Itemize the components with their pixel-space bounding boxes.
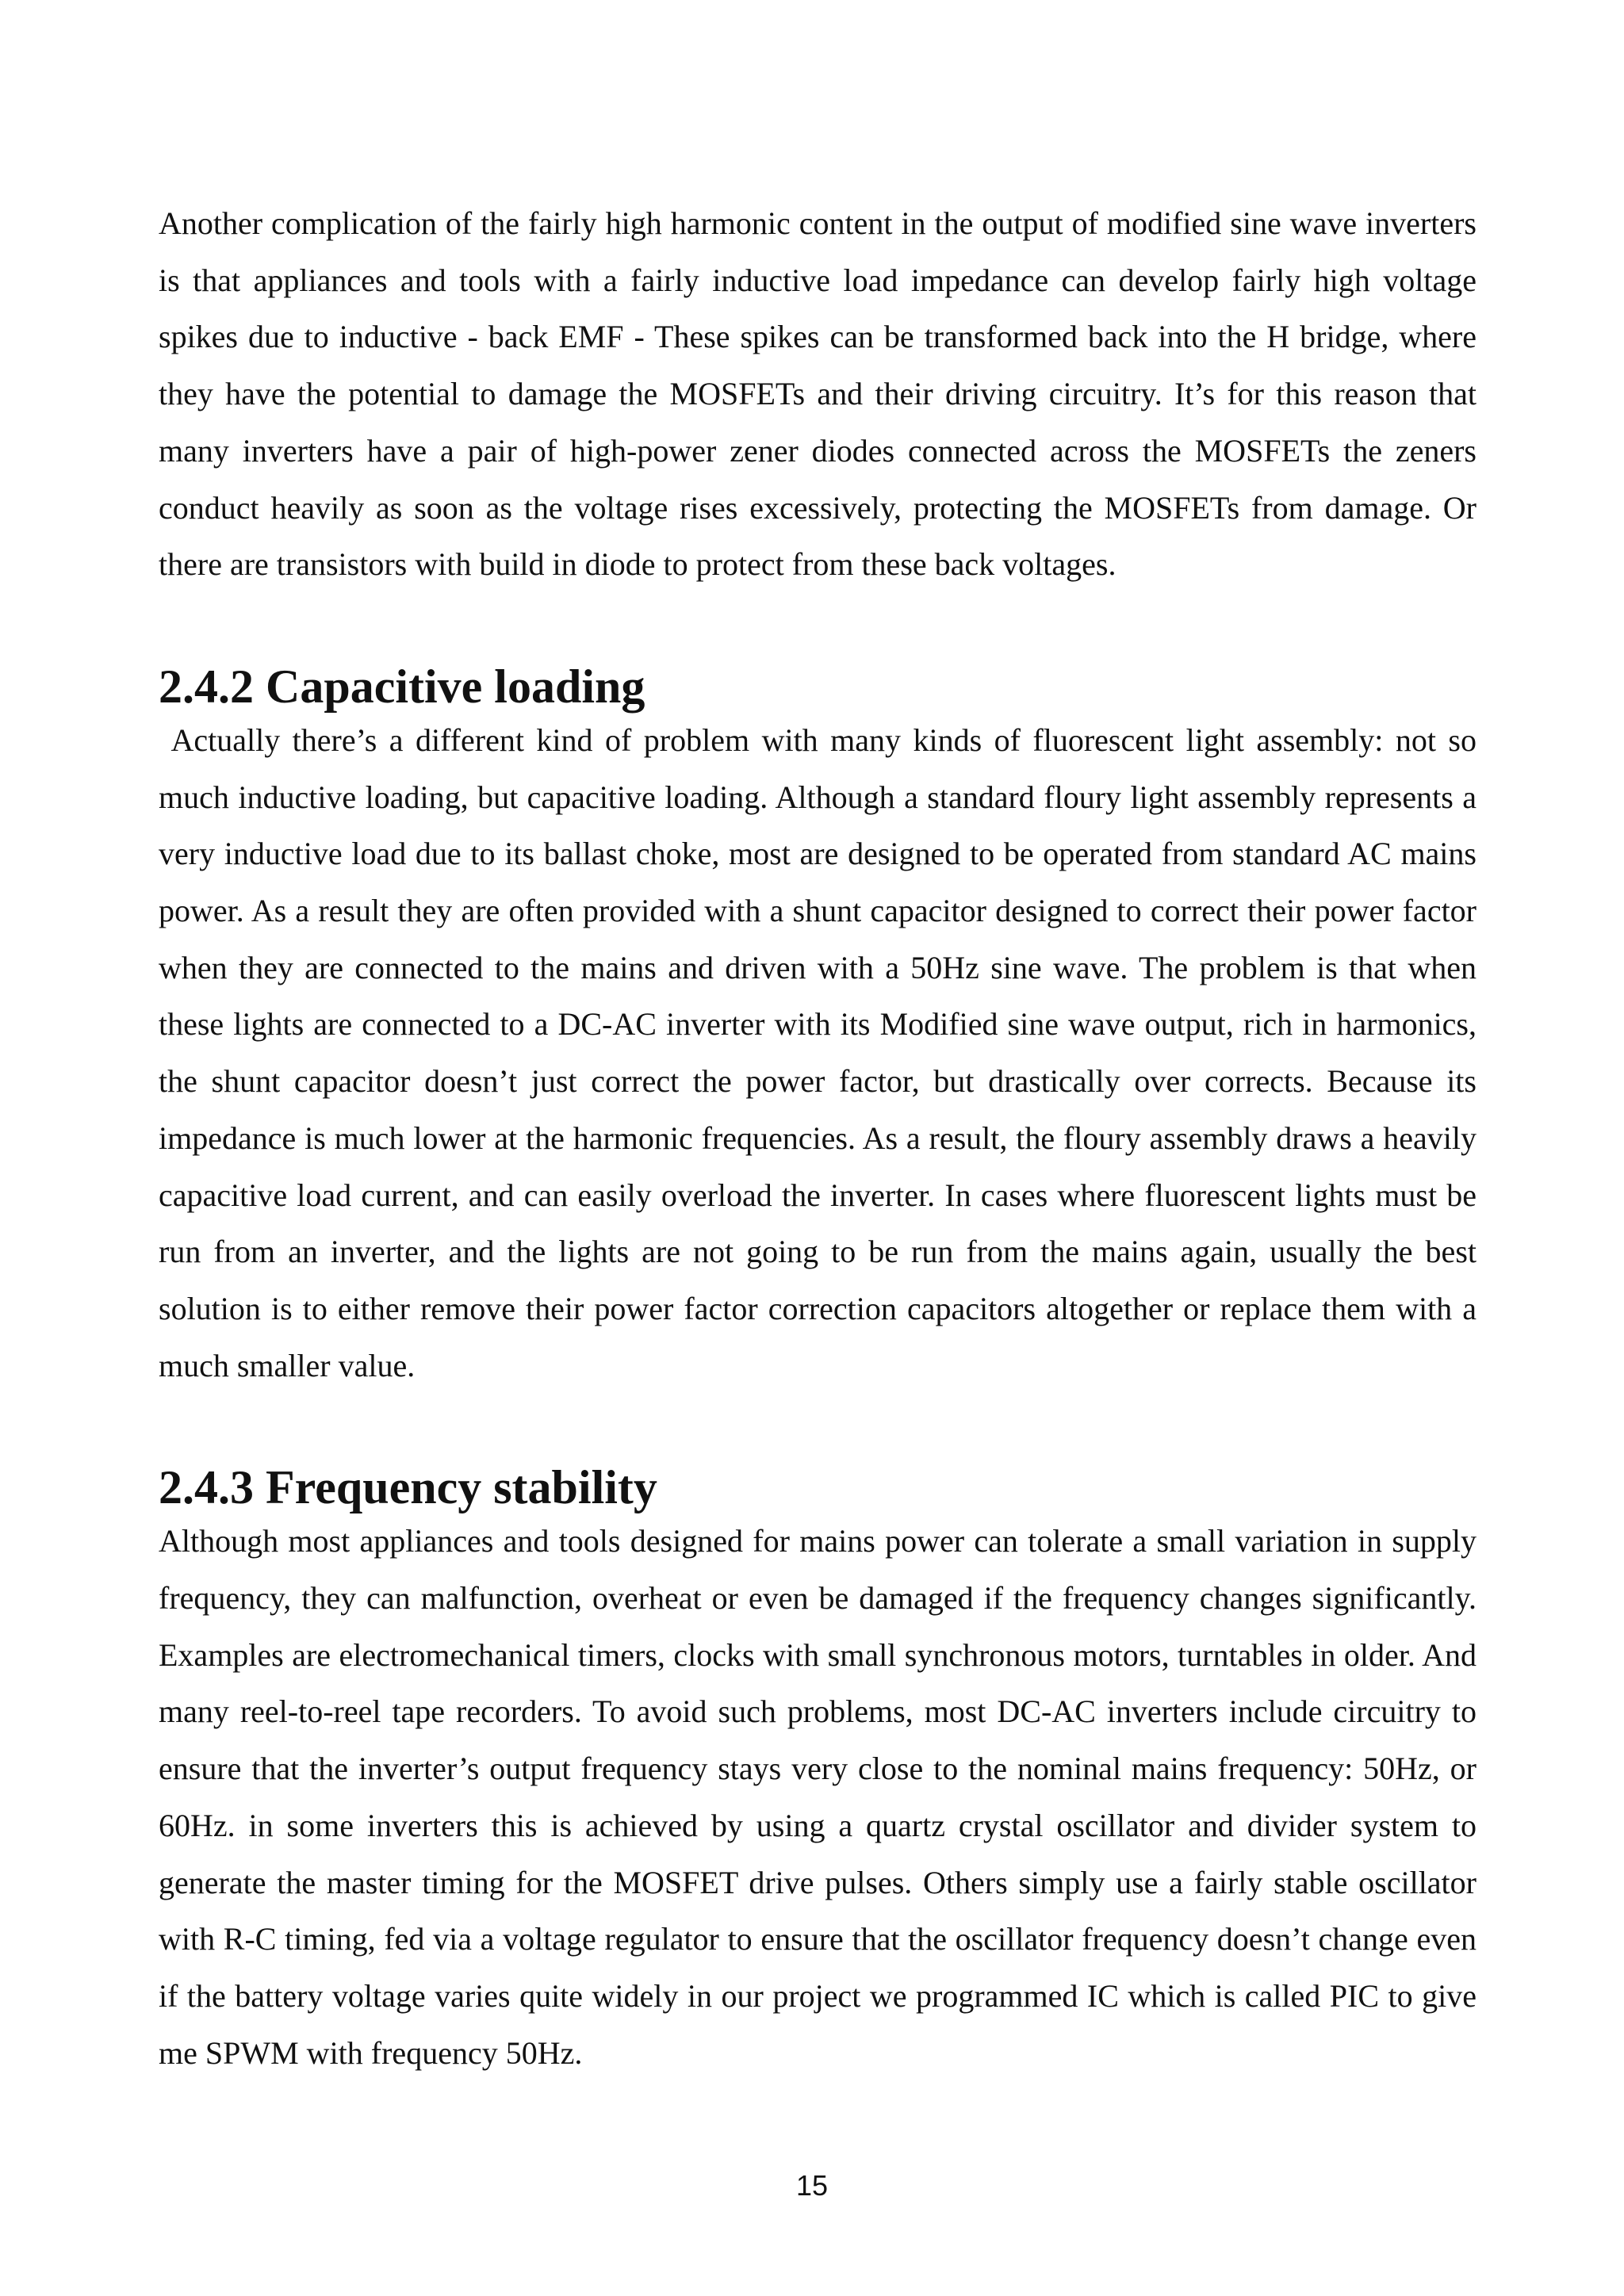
page-body	[159, 195, 1484, 2081]
section-body-frequency-stability: Although most appliances and tools designed for mains power can tolerate a small variation in supply frequency, they can malfunction, overheat or even be damaged if the frequency changes significantly. Examples are electromechanical timers, clocks with small synchronous motors, turntables in older. And many reel-to-reel tape recorders. To avoid such problems, most DC-AC inverters include circuitry to ensure that the inverter’s output frequency stays very close to the nominal mains frequency: 50Hz, or 60Hz. in some inverters this is achieved by using a quartz crystal oscillator and divider system to generate the master timing for the MOSFET drive pulses. Others simply use a fairly stable oscillator with R-C timing, fed via a voltage regulator to ensure that the oscillator frequency doesn’t change even if the battery voltage varies quite widely in our project we programmed IC which is called PIC to give me SPWM with frequency 50Hz.	[159, 1523, 1477, 2071]
section-heading-capacitive-loading: 2.4.2 Capacitive loading	[159, 660, 645, 713]
page-number: 15	[795, 2169, 829, 2202]
section-heading-frequency-stability: 2.4.3 Frequency stability	[159, 1461, 657, 1514]
intro-paragraph: Another complication of the fairly high harmonic content in the output of modified sine wave inverters is that appliances and tools with a fairly inductive load impedance can develop fairly high voltage spikes due to inductive - back EMF - These spikes can be transformed back into the H bridge, where they have the potential to damage the MOSFETs and their driving circuitry. It’s for this reason that many inverters have a pair of high-power zener diodes connected across the MOSFETs the zeners conduct heavily as soon as the voltage rises excessively, protecting the MOSFETs from damage. Or there are transistors with build in diode to protect from these back voltages.	[159, 205, 1477, 583]
section-body-capacitive-loading: Actually there’s a different kind of problem with many kinds of fluorescent light assembly: not so much inductive loading, but capacitive loading. Although a standard floury light assembly represents a very inductive load due to its ballast choke, most are designed to be operated from standard AC mains power. As a result they are often provided with a shunt capacitor designed to correct their power factor when they are connected to the mains and driven with a 50Hz sine wave. The problem is that when these lights are connected to a DC-AC inverter with its Modified sine wave output, rich in harmonics, the shunt capacitor doesn’t just correct the power factor, but drastically over corrects. Because its impedance is much lower at the harmonic frequencies. As a result, the floury assembly draws a heavily capacitive load current, and can easily overload the inverter. In cases where fluorescent lights must be run from an inverter, and the lights are not going to be run from the mains again, usually the best solution is to either remove their power factor correction capacitors altogether or replace them with a much smaller value.	[159, 721, 1484, 1383]
